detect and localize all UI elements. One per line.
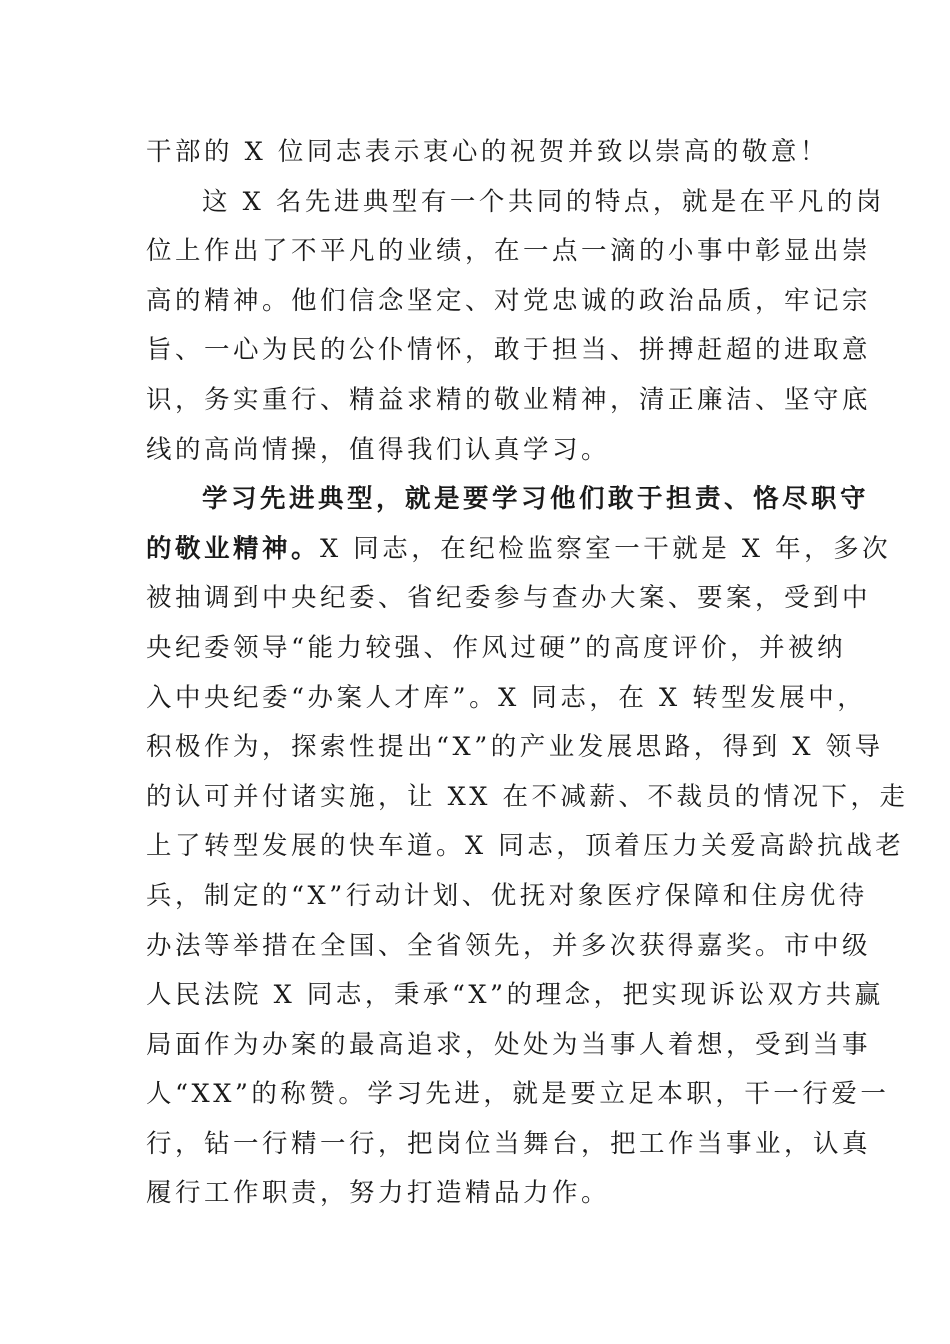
paragraph-2-line-2: 位上作出了不平凡的业绩，在一点一滴的小事中彰显出崇 <box>146 236 872 267</box>
paragraph-3-line-6: 积极作为，探索性提出“X”的产业发展思路，得到 X 领导 <box>146 732 884 763</box>
paragraph-3-line-15: 履行工作职责，努力打造精品力作。 <box>146 1178 611 1209</box>
paragraph-3-line-12: 局面作为办案的最高追求，处处为当事人着想，受到当事 <box>146 1029 872 1060</box>
paragraph-3-line-5: 入中央纪委“办案人才库”。X 同志，在 X 转型发展中， <box>146 682 867 713</box>
paragraph-3-heading-line-1: 学习先进典型，就是要学习他们敢于担责、恪尽职守 <box>202 484 870 515</box>
paragraph-2-line-4: 旨、一心为民的公仆情怀，敢于担当、拼搏赶超的进取意 <box>146 335 872 366</box>
paragraph-2-line-1: 这 X 名先进典型有一个共同的特点，就是在平凡的岗 <box>202 186 885 217</box>
paragraph-2-line-5: 识，务实重行、精益求精的敬业精神，清正廉洁、坚守底 <box>146 384 872 415</box>
paragraph-3-line-2 <box>146 525 892 575</box>
paragraph-2-line-6: 线的高尚情操，值得我们认真学习。 <box>146 434 611 465</box>
paragraph-2-line-3: 高的精神。他们信念坚定、对党忠诚的政治品质，牢记宗 <box>146 285 872 316</box>
paragraph-3-line-4: 央纪委领导“能力较强、作风过硬”的高度评价，并被纳 <box>146 632 847 663</box>
paragraph-1-line-1: 干部的 X 位同志表示衷心的祝贺并致以崇高的敬意！ <box>146 137 829 167</box>
paragraph-3-line-7: 的认可并付诸实施，让 XX 在不减薪、不裁员的情况下，走 <box>146 781 909 812</box>
document-body <box>146 128 909 1219</box>
paragraph-3-line-10: 办法等举措在全国、全省领先，并多次获得嘉奖。市中级 <box>146 930 872 961</box>
paragraph-3-line-11: 人民法院 X 同志，秉承“X”的理念，把实现诉讼双方共赢 <box>146 980 884 1011</box>
paragraph-3-heading-line-2: 的敬业精神。 <box>146 533 321 564</box>
paragraph-3-text-line-1: X 同志，在纪检监察室一干就是 X 年，多次 <box>320 533 892 564</box>
paragraph-3-line-13: 人“XX”的称赞。学习先进，就是要立足本职，干一行爱一 <box>146 1079 890 1110</box>
paragraph-3-line-3: 被抽调到中央纪委、省纪委参与查办大案、要案，受到中 <box>146 583 872 614</box>
paragraph-3-line-8: 上了转型发展的快车道。X 同志，顶着压力关爱高龄抗战老 <box>146 831 905 862</box>
paragraph-3-line-14: 行，钻一行精一行，把岗位当舞台，把工作当事业，认真 <box>146 1128 872 1159</box>
paragraph-3-line-9: 兵，制定的“X”行动计划、优抚对象医疗保障和住房优待 <box>146 880 868 911</box>
